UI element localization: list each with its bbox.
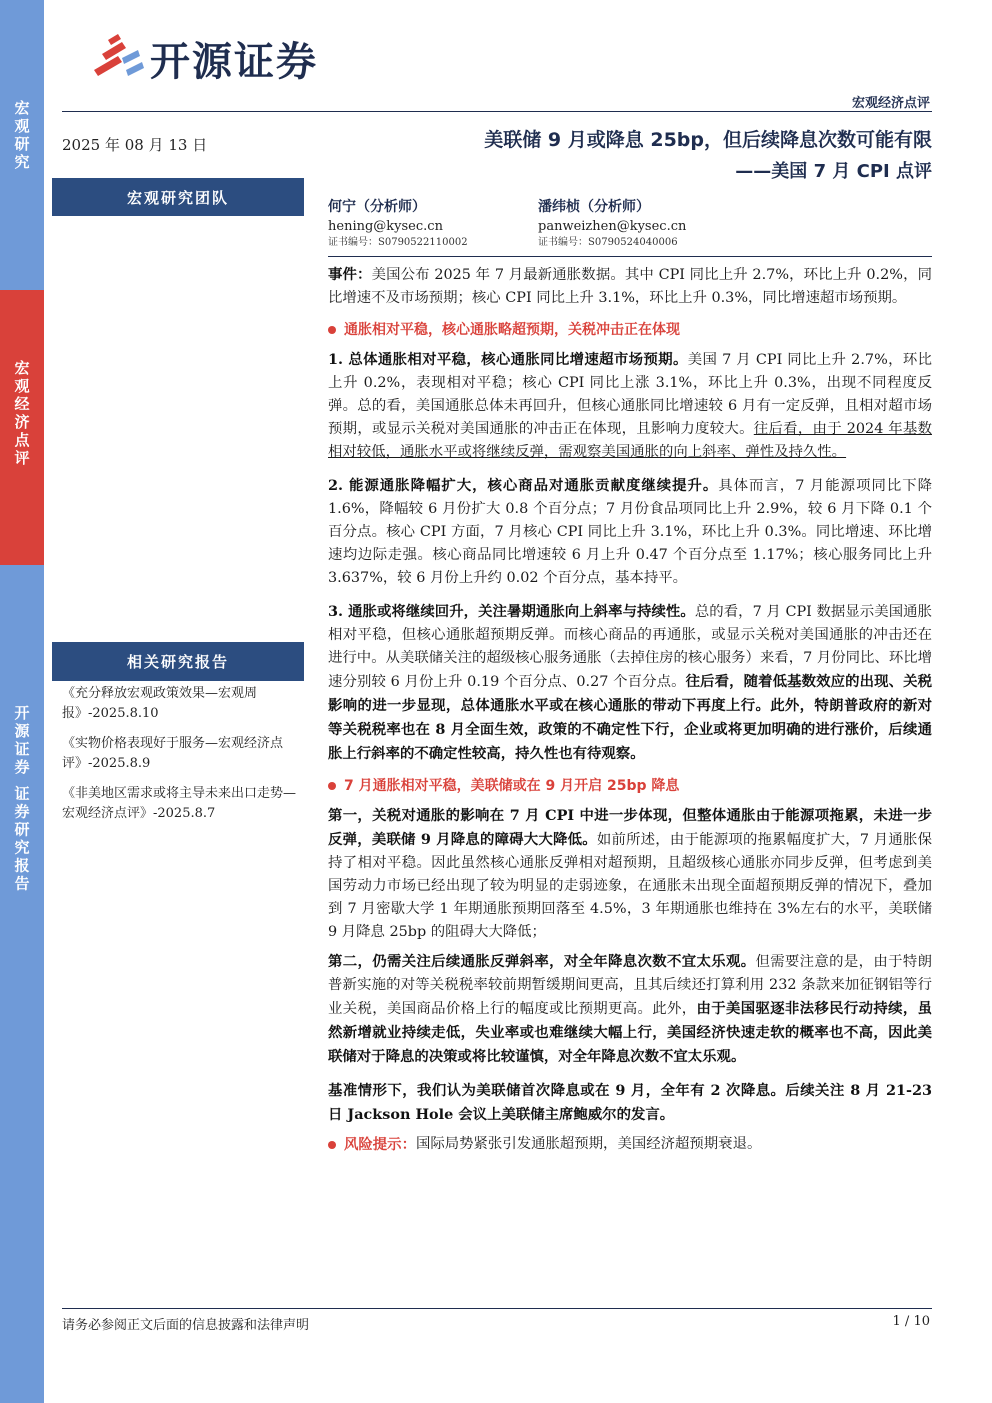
analyst-name: 何宁（分析师）: [328, 199, 426, 215]
analyst-email[interactable]: panweizhen@kysec.cn: [538, 219, 687, 234]
analyst-email[interactable]: hening@kysec.cn: [328, 219, 443, 234]
event-label: 事件：: [328, 266, 372, 283]
related-reports-title: 相关研究报告: [52, 642, 304, 680]
paragraph-2: 2. 能源通胀降幅扩大，核心商品对通胀贡献度继续提升。具体而言，7 月能源项同比下降 1.6%，降幅较 6 月份扩大 0.8 个百分点；7 月份食品项同比上升 2.9%，较 6 月下降 0.1 个百分点。核心 CPI 方面，7 月核心 CPI 同比上升 3.1%，环比上升 0.3%。同比增速、环比增速均边际走强。核心商品同比增速较 6 月上升 0.47 个百分点至 1.17%；核心服务同比上升 3.637%，较 6 月份上升约 0.02 个百分点，基本持平。: [328, 477, 932, 586]
event-paragraph: [328, 263, 932, 310]
report-title: 美联储 9 月或降息 25bp，但后续降息次数可能有限: [484, 129, 932, 151]
related-report-item[interactable]: 《充分释放宏观政策效果—宏观周报》-2025.8.10: [62, 686, 258, 721]
page-number: 1 / 10: [892, 1314, 930, 1329]
paragraph-1: 1. 总体通胀相对平稳，核心通胀同比增速超市场预期。美国 7 月 CPI 同比上升 2.7%，环比上升 0.2%，表现相对平稳；核心 CPI 同比上涨 3.1%，环比上升 0.3%，出现不同程度反弹。总的看，美国通胀总体未再回升，但核心通胀同比增速较 6 月有一定反弹，且相对超市场预期，或显示关税对美国通胀的冲击正在体现，且影响力度较大。往后看，由于 2024 年基数相对较低，通胀水平或将继续反弹，需观察美国通胀的向上斜率、弹性及持久性。: [328, 351, 932, 460]
paragraph-5: 第二，仍需关注后续通胀反弹斜率，对全年降息次数不宜太乐观。但需要注意的是，由于特朗普新实施的对等关税税率较前期暂缓期间更高，且其后续还打算利用 232 条款来加征钢铝等行业关税，美国商品价格上行的幅度或比预期更高。此外，由于美国驱逐非法移民行动持续，虽然新增就业持续走低，失业率或也难继续大幅上行，美国经济快速走软的概率也不高，因此美联储对于降息的决策或将比较谨慎，对全年降息次数不宜太乐观。: [328, 953, 932, 1065]
analyst-card: [538, 196, 748, 250]
team-box-title: 宏观研究团队: [52, 178, 304, 216]
footer-divider: [62, 1308, 932, 1309]
paragraph-4: 第一，关税对通胀的影响在 7 月 CPI 中进一步体现，但整体通胀由于能源项拖累，未进一步反弹，美联储 9 月降息的障碍大大降低。如前所述，由于能源项的拖累幅度扩大，7 月通胀保持了相对平稳。因此虽然核心通胀反弹相对超预期，且超级核心通胀亦同步反弹，但考虑到美国劳动力市场已经出现了较为明显的走弱迹象，在通胀未出现全面超预期反弹的情况下，叠加到 7 月密歇大学 1 年期通胀预期回落至 4.5%，3 年期通胀也维持在 3%左右的水平，美联储 9 月降息 25bp 的阻碍大大降低；: [328, 807, 932, 940]
category-tag: 宏观经济点评: [851, 96, 930, 111]
side-band-section-macro-review: 宏观经济点评: [0, 290, 44, 565]
side-band-section-macro-research: 宏观研究: [0, 0, 44, 290]
bullet-dot-icon: [328, 1141, 336, 1149]
related-reports-list: [62, 684, 306, 834]
analyst-name: 潘纬桢（分析师）: [538, 199, 650, 215]
report-subtitle: ——美国 7 月 CPI 点评: [735, 161, 932, 182]
risk-label: 风险提示：: [344, 1136, 416, 1153]
section-heading-inflation: 通胀相对平稳，核心通胀略超预期，关税冲击正在体现: [328, 318, 932, 342]
report-date: 2025 年 08 月 13 日: [62, 136, 208, 154]
header-divider: [62, 111, 932, 112]
analyst-cert: 证书编号：S0790524040006: [538, 237, 678, 248]
bullet-dot-icon: [328, 782, 336, 790]
logo-text: 开源证券: [150, 38, 318, 85]
related-reports-divider: [52, 680, 304, 681]
analyst-card: [328, 196, 538, 250]
side-band-section-firm: 开源证券 证券研究报告: [0, 565, 44, 1403]
related-report-item[interactable]: 《实物价格表现好于服务—宏观经济点评》-2025.8.9: [62, 736, 284, 771]
risk-text: 国际局势紧张引发通胀超预期，美国经济超预期衰退。: [415, 1136, 762, 1152]
paragraph-3: 3. 通胀或将继续回升，关注暑期通胀向上斜率与持续性。总的看，7 月 CPI 数据显示美国通胀相对平稳，但核心通胀超预期反弹。而核心商品的再通胀，或显示关税对美国通胀的冲击还在进行中。从美联储关注的超级核心服务通胀（去掉住房的核心服务）来看，7 月份同比、环比增速分别较 6 月份上升 0.19 个百分点、0.27 个百分点。往后看，随着低基数效应的出现、关税影响的进一步显现，总体通胀水平或在核心通胀的带动下再度上行。此外，特朗普政府的新对等关税税率也在 8 月全面生效，政策的不确定性下行，企业或将更加明确的进行涨价，后续通胀上行斜率的不确定性较高，持久性也有待观察。: [328, 603, 932, 762]
side-band: [0, 0, 44, 1403]
risk-warning: [328, 1133, 932, 1156]
logo-mark-icon: [88, 30, 144, 86]
analyst-cert: 证书编号：S0790522110002: [328, 237, 468, 248]
bullet-dot-icon: [328, 326, 336, 334]
main-column: [328, 126, 932, 1156]
company-logo: [88, 30, 318, 86]
footer-disclaimer: 请务必参阅正文后面的信息披露和法律声明: [62, 1318, 310, 1333]
analyst-divider: [328, 256, 932, 257]
event-text: 美国公布 2025 年 7 月最新通胀数据。其中 CPI 同比上升 2.7%，环比上升 0.2%，同比增速不及市场预期；核心 CPI 同比上升 3.1%，环比上升 0.3%，同比增速超市场预期。: [328, 267, 932, 306]
paragraph-baseline: 基准情形下，我们认为美联储首次降息或在 9 月，全年有 2 次降息。后续关注 8 月 21-23 日 Jackson Hole 会议上美联储主席鲍威尔的发言。: [328, 1082, 932, 1123]
section-heading-fed: 7 月通胀相对平稳，美联储或在 9 月开启 25bp 降息: [328, 774, 932, 798]
related-report-item[interactable]: 《非美地区需求或将主导未来出口走势—宏观经济点评》-2025.8.7: [62, 786, 297, 821]
analyst-block: [328, 196, 932, 250]
